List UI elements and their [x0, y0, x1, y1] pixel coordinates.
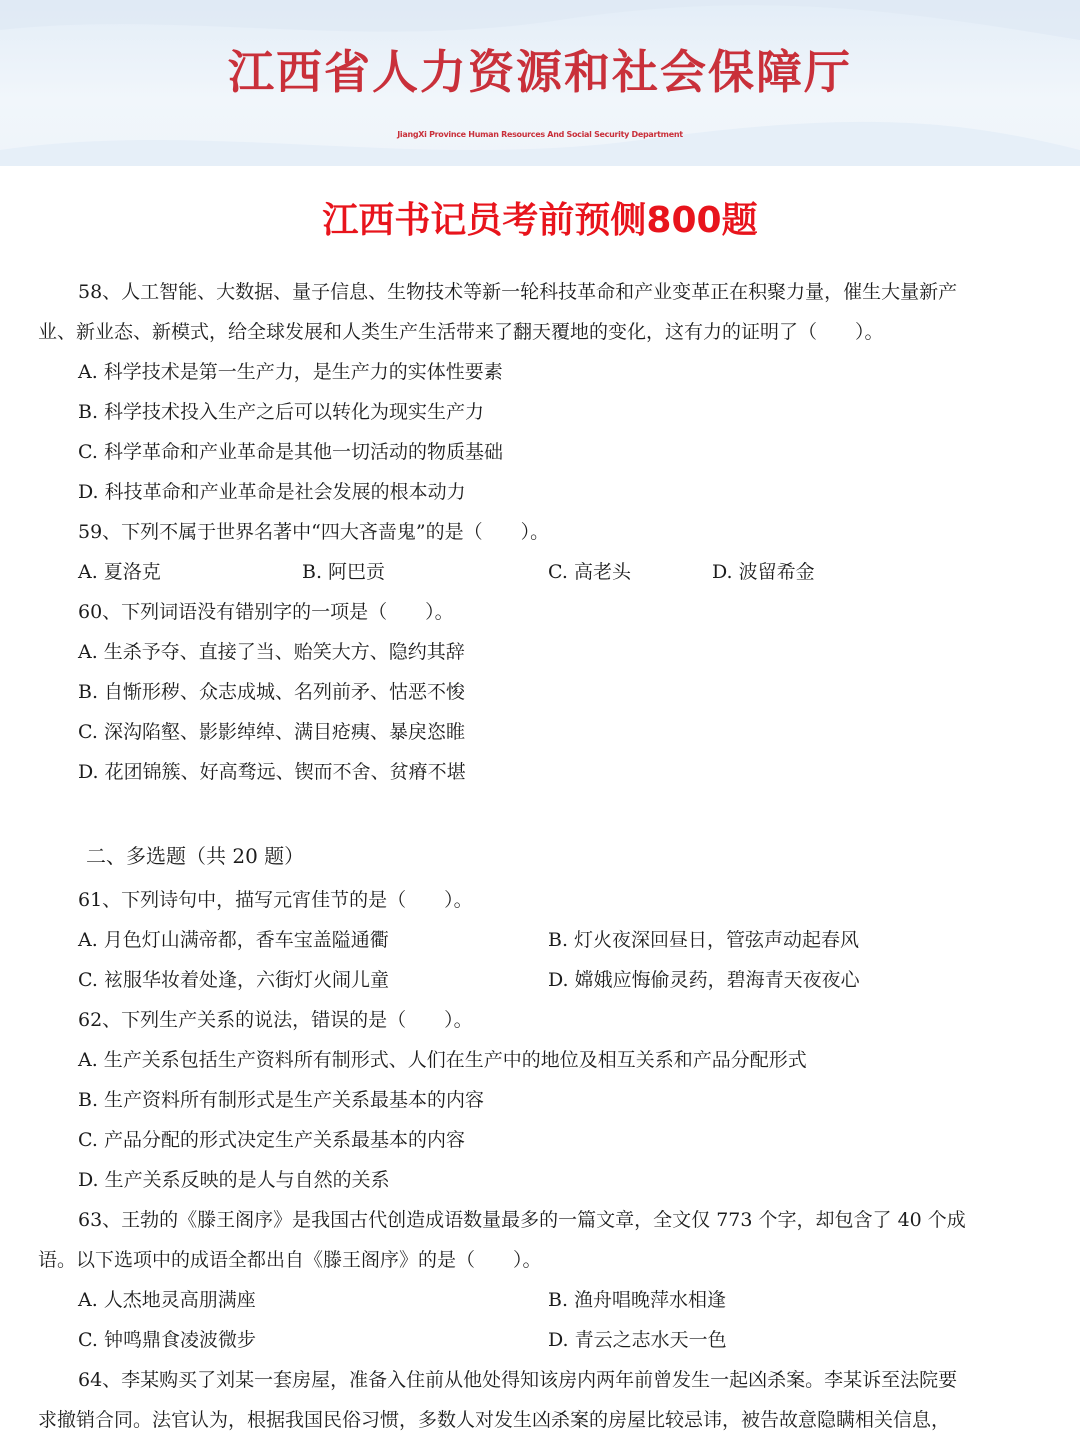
question-63-stem-line2: 语。以下选项中的成语全都出自《滕王阁序》的是（ ）。 [38, 1249, 542, 1271]
question-63-option-d: D. 青云之志水天一色 [548, 1329, 727, 1351]
question-59-stem: 59、下列不属于世界名著中“四大吝啬鬼”的是（ ）。 [78, 521, 550, 543]
question-62-option-a: A. 生产关系包括生产资料所有制形式、人们在生产中的地位及相互关系和产品分配形式 [78, 1049, 807, 1071]
question-60-option-c: C. 深沟陷壑、影影绰绰、满目疮痍、暴戾恣睢 [78, 721, 465, 743]
question-58-option-c: C. 科学革命和产业革命是其他一切活动的物质基础 [78, 441, 503, 463]
question-64-stem-line2: 求撤销合同。法官认为，根据我国民俗习惯，多数人对发生凶杀案的房屋比较忌讳，被告故意隐瞒相关信息， [38, 1409, 951, 1431]
section-heading-multiple-choice: 二、多选题（共 20 题） [86, 844, 305, 868]
question-61-option-d: D. 嫦娥应悔偷灵药，碧海青天夜夜心 [548, 969, 860, 991]
question-64-stem-line1: 64、李某购买了刘某一套房屋，准备入住前从他处得知该房内两年前曾发生一起凶杀案。李某诉至法院要 [78, 1369, 958, 1391]
question-63-option-b: B. 渔舟唱晚萍水相逢 [548, 1289, 727, 1311]
question-60-stem: 60、下列词语没有错别字的一项是（ ）。 [78, 601, 454, 623]
question-63-stem-line1: 63、王勃的《滕王阁序》是我国古代创造成语数量最多的一篇文章，全文仅 773 个字，却包含了 40 个成 [78, 1209, 966, 1231]
question-62-option-d: D. 生产关系反映的是人与自然的关系 [78, 1169, 390, 1191]
header-banner [0, 0, 1080, 166]
question-60-option-a: A. 生杀予夺、直接了当、贻笑大方、隐约其辞 [78, 641, 465, 663]
question-63-option-c: C. 钟鸣鼎食凌波微步 [78, 1329, 256, 1351]
department-name-en: JiangXi Province Human Resources And Social Security Department [397, 130, 683, 139]
question-59-option-a: A. 夏洛克 [78, 561, 161, 583]
question-59-option-c: C. 高老头 [548, 561, 631, 583]
question-61-option-c: C. 袨服华妆着处逢，六街灯火闹儿童 [78, 969, 389, 991]
question-60-option-b: B. 自惭形秽、众志成城、名列前矛、怙恶不悛 [78, 681, 466, 703]
question-58-stem-line2: 业、新业态、新模式，给全球发展和人类生产生活带来了翻天覆地的变化，这有力的证明了（ ）。 [38, 321, 884, 343]
question-60-option-d: D. 花团锦簇、好高骛远、锲而不舍、贫瘠不堪 [78, 761, 466, 783]
page-title: 江西书记员考前预侧800题 [322, 200, 758, 241]
question-59-option-d: D. 波留希金 [712, 561, 815, 583]
question-62-option-b: B. 生产资料所有制形式是生产关系最基本的内容 [78, 1089, 485, 1111]
question-58-stem-line1: 58、人工智能、大数据、量子信息、生物技术等新一轮科技革命和产业变革正在积聚力量，催生大量新产 [78, 281, 958, 303]
question-58-option-a: A. 科学技术是第一生产力，是生产力的实体性要素 [78, 361, 503, 383]
question-58-option-b: B. 科学技术投入生产之后可以转化为现实生产力 [78, 401, 485, 423]
question-63-option-a: A. 人杰地灵高朋满座 [78, 1289, 256, 1311]
question-58-option-d: D. 科技革命和产业革命是社会发展的根本动力 [78, 481, 466, 503]
question-61-option-b: B. 灯火夜深回昼日，管弦声动起春风 [548, 929, 860, 951]
department-name-cn: 江西省人力资源和社会保障厅 [228, 45, 852, 99]
question-62-stem: 62、下列生产关系的说法，错误的是（ ）。 [78, 1009, 473, 1031]
question-59-option-b: B. 阿巴贡 [302, 561, 386, 583]
question-62-option-c: C. 产品分配的形式决定生产关系最基本的内容 [78, 1129, 465, 1151]
question-61-option-a: A. 月色灯山满帝都，香车宝盖隘通衢 [78, 929, 389, 951]
question-61-stem: 61、下列诗句中，描写元宵佳节的是（ ）。 [78, 889, 473, 911]
